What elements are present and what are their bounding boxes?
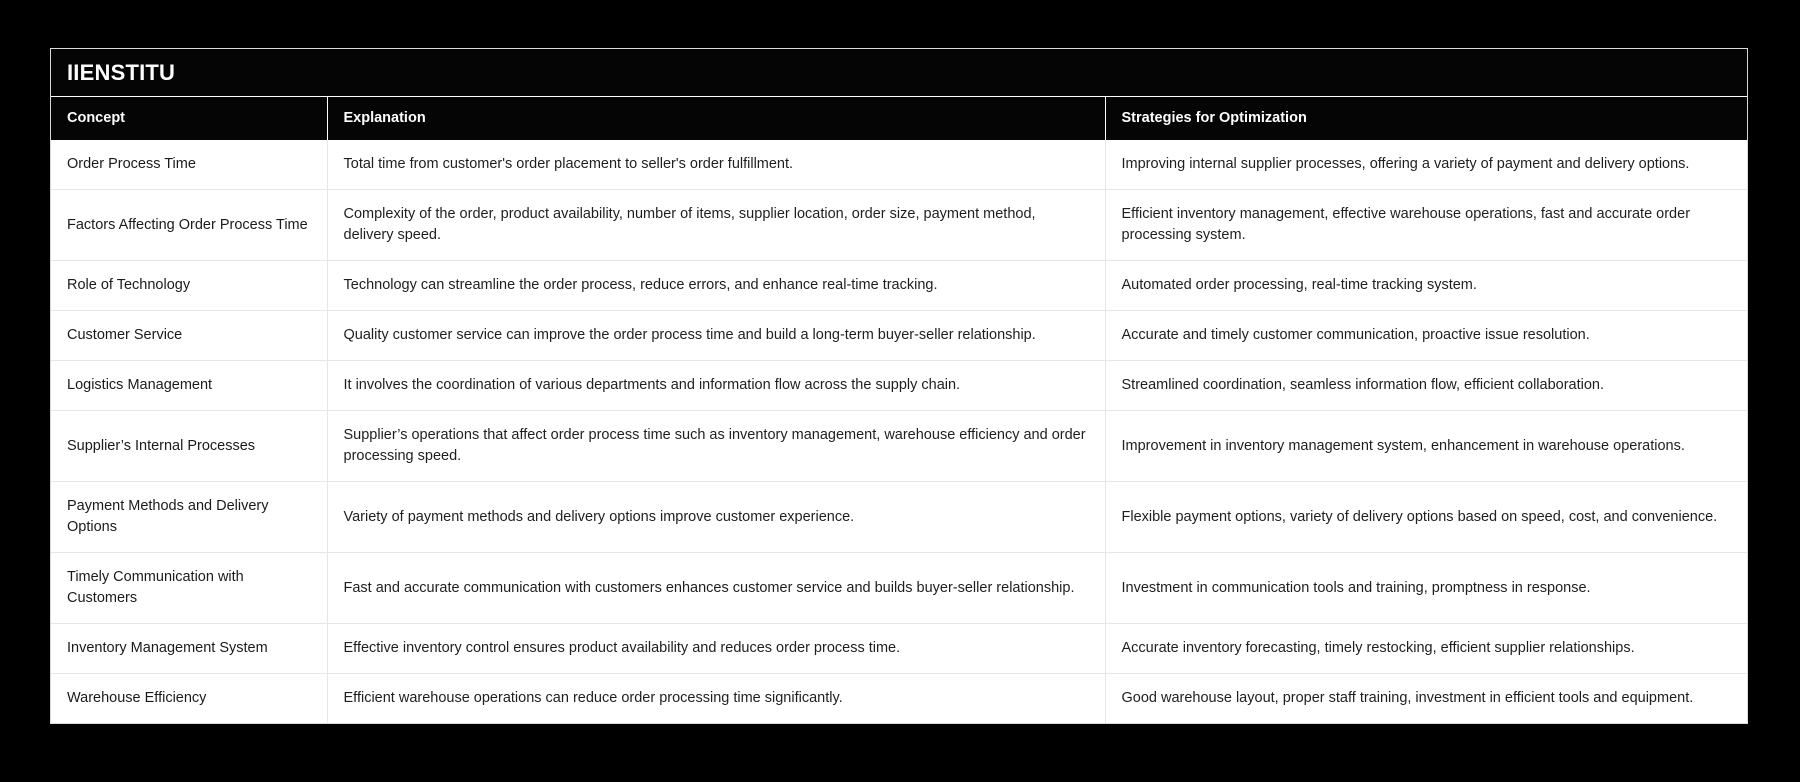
table-row	[51, 553, 1747, 624]
cell-explanation: Quality customer service can improve the order process time and build a long-term buyer-seller relationship.	[327, 311, 1105, 361]
cell-explanation: Supplier’s operations that affect order process time such as inventory management, warehouse efficiency and order processing speed.	[327, 411, 1105, 482]
concepts-table	[51, 97, 1747, 723]
cell-concept: Role of Technology	[51, 261, 327, 311]
cell-strategies: Flexible payment options, variety of delivery options based on speed, cost, and convenience.	[1105, 482, 1747, 553]
column-header-explanation: Explanation	[327, 97, 1105, 140]
cell-concept: Inventory Management System	[51, 624, 327, 674]
cell-explanation: Technology can streamline the order process, reduce errors, and enhance real-time tracking.	[327, 261, 1105, 311]
table-header	[51, 97, 1747, 140]
cell-explanation: Effective inventory control ensures product availability and reduces order process time.	[327, 624, 1105, 674]
cell-strategies: Good warehouse layout, proper staff training, investment in efficient tools and equipment.	[1105, 674, 1747, 724]
cell-explanation: It involves the coordination of various departments and information flow across the supply chain.	[327, 361, 1105, 411]
table-body	[51, 140, 1747, 723]
table-row	[51, 140, 1747, 190]
cell-strategies: Automated order processing, real-time tracking system.	[1105, 261, 1747, 311]
table-row	[51, 190, 1747, 261]
cell-strategies: Efficient inventory management, effective warehouse operations, fast and accurate order processing system.	[1105, 190, 1747, 261]
table-row	[51, 411, 1747, 482]
cell-explanation: Complexity of the order, product availability, number of items, supplier location, order size, payment method, delivery speed.	[327, 190, 1105, 261]
cell-explanation: Variety of payment methods and delivery options improve customer experience.	[327, 482, 1105, 553]
cell-concept: Timely Communication with Customers	[51, 553, 327, 624]
cell-strategies: Improvement in inventory management system, enhancement in warehouse operations.	[1105, 411, 1747, 482]
cell-explanation: Efficient warehouse operations can reduce order processing time significantly.	[327, 674, 1105, 724]
cell-explanation: Total time from customer's order placement to seller's order fulfillment.	[327, 140, 1105, 190]
cell-concept: Supplier’s Internal Processes	[51, 411, 327, 482]
cell-concept: Warehouse Efficiency	[51, 674, 327, 724]
table-row	[51, 261, 1747, 311]
cell-concept: Logistics Management	[51, 361, 327, 411]
cell-concept: Order Process Time	[51, 140, 327, 190]
cell-concept: Payment Methods and Delivery Options	[51, 482, 327, 553]
table-row	[51, 674, 1747, 724]
cell-strategies: Accurate inventory forecasting, timely restocking, efficient supplier relationships.	[1105, 624, 1747, 674]
brand-title: IIENSTITU	[67, 59, 176, 85]
cell-strategies: Streamlined coordination, seamless information flow, efficient collaboration.	[1105, 361, 1747, 411]
table-header-row	[51, 97, 1747, 140]
table-row	[51, 361, 1747, 411]
table-row	[51, 624, 1747, 674]
column-header-strategies: Strategies for Optimization	[1105, 97, 1747, 140]
cell-strategies: Improving internal supplier processes, offering a variety of payment and delivery options.	[1105, 140, 1747, 190]
cell-strategies: Investment in communication tools and training, promptness in response.	[1105, 553, 1747, 624]
table-row	[51, 311, 1747, 361]
cell-concept: Factors Affecting Order Process Time	[51, 190, 327, 261]
table-row	[51, 482, 1747, 553]
cell-concept: Customer Service	[51, 311, 327, 361]
cell-strategies: Accurate and timely customer communication, proactive issue resolution.	[1105, 311, 1747, 361]
table-card	[50, 48, 1748, 724]
brand-bar	[51, 49, 1747, 97]
column-header-concept: Concept	[51, 97, 327, 140]
cell-explanation: Fast and accurate communication with customers enhances customer service and builds buyer-seller relationship.	[327, 553, 1105, 624]
